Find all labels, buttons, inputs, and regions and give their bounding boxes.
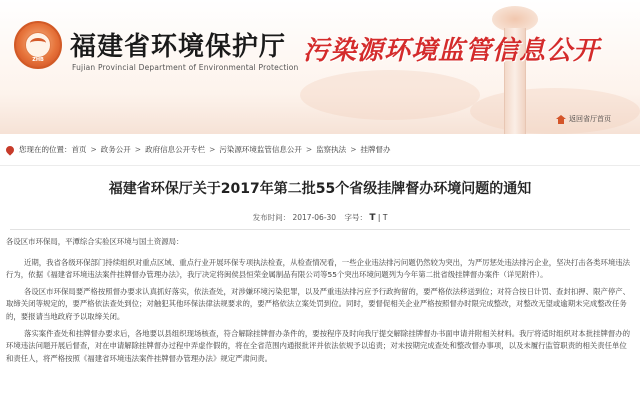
breadcrumb-item-supervision-listing[interactable]: 挂牌督办	[360, 145, 391, 154]
back-home-link[interactable]	[556, 114, 611, 124]
location-pin-icon	[4, 144, 15, 155]
breadcrumb-separator: >	[305, 145, 313, 154]
breadcrumb-item-gov-affairs[interactable]: 政务公开	[100, 145, 131, 154]
article-paragraph: 各设区市环保局要严格按照督办要求认真抓好落实，依法查处，对涉嫌环境污染犯罪，以及严重违法排污应予行政拘留的，要严格依法移送到位；对符合按日计罚、查封扣押、限产停产、取缔关闭等规定的，要严格依法查处到位；对触犯其他环保法律法规要求的，要严格依法立案处罚到位。同时，要督促相关企业严格按照督办时限完成整改，对整改无望或逾期未完成整改任务的，要报请当地政府予以取缔关闭。	[6, 286, 631, 321]
breadcrumb-item-enforcement[interactable]: 监察执法	[316, 145, 347, 154]
breadcrumb-separator: >	[350, 145, 357, 154]
article-paragraph: 近期，我省各级环保部门持续组织对重点区域、重点行业开展环保专项执法检查，从检查情况看，一些企业违法排污问题仍然较为突出，为严厉惩处违法排污企业，坚决打击各类环境违法行为，依据《福建省环境违法案件挂牌督办管理办法》，我厅决定将闽侯县恒荣金属制品有限公司等55个突出环境问题列为今年第二批省级挂牌督办案件（详见附件）。	[6, 257, 631, 280]
section-banner-title: 污染源环境监管信息公开	[303, 36, 601, 66]
breadcrumb-separator: >	[209, 145, 216, 154]
article-salutation: 各设区市环保局，平潭综合实验区环境与国土资源局：	[6, 237, 184, 246]
font-size-separator: |	[377, 213, 381, 222]
org-name-english: Fujian Provincial Department of Environmental Protection	[72, 63, 299, 72]
article-body	[6, 236, 634, 369]
article-paragraph: 落实案件查处和挂牌督办要求后，各地要以县组织现场核查，符合解除挂牌督办条件的，要按程序及时向我厅提交解除挂牌督办书面申请并附相关材料。我厅将适时组织对本批挂牌督办的环境违法问题开展后督查，对在申请解除挂牌督办过程中弄虚作假的，将在全省范围内通报批评并依法依规予以追责；对未按期完成查处和整改督办事项，以及未履行监管职责的相关责任单位和责任人，将严格按照《福建省环境违法案件挂牌督办管理办法》规定严肃问责。	[6, 328, 631, 363]
site-header	[0, 0, 640, 134]
department-emblem-icon[interactable]	[14, 21, 62, 69]
publish-date-label: 发布时间：	[252, 213, 291, 222]
font-size-label: 字号：	[344, 213, 367, 222]
monument-illustration	[484, 0, 544, 134]
back-home-label: 返回省厅首页	[569, 115, 611, 123]
title-divider	[10, 229, 630, 230]
font-large-button[interactable]: T	[369, 213, 376, 223]
font-small-button[interactable]: T	[382, 213, 388, 222]
org-name[interactable]: 福建省环境保护厅	[70, 32, 287, 62]
article-meta	[0, 212, 640, 223]
breadcrumb-item-info-disclosure[interactable]: 政府信息公开专栏	[145, 145, 206, 154]
home-icon	[556, 115, 566, 124]
decorative-cloud	[300, 70, 480, 120]
breadcrumb-item-pollution-supervision[interactable]: 污染源环境监管信息公开	[219, 145, 302, 154]
breadcrumb-item-home[interactable]: 首页	[71, 145, 87, 154]
article-title: 福建省环保厅关于2017年第二批55个省级挂牌督办环境问题的通知	[108, 181, 532, 197]
breadcrumb	[0, 134, 640, 166]
breadcrumb-separator: >	[134, 145, 142, 154]
breadcrumb-prefix: 您现在的位置：	[19, 145, 72, 154]
publish-date: 2017-06-30	[292, 213, 337, 222]
emblem-text: ZHB	[32, 57, 44, 63]
font-size-control	[344, 213, 387, 222]
breadcrumb-separator: >	[90, 145, 97, 154]
